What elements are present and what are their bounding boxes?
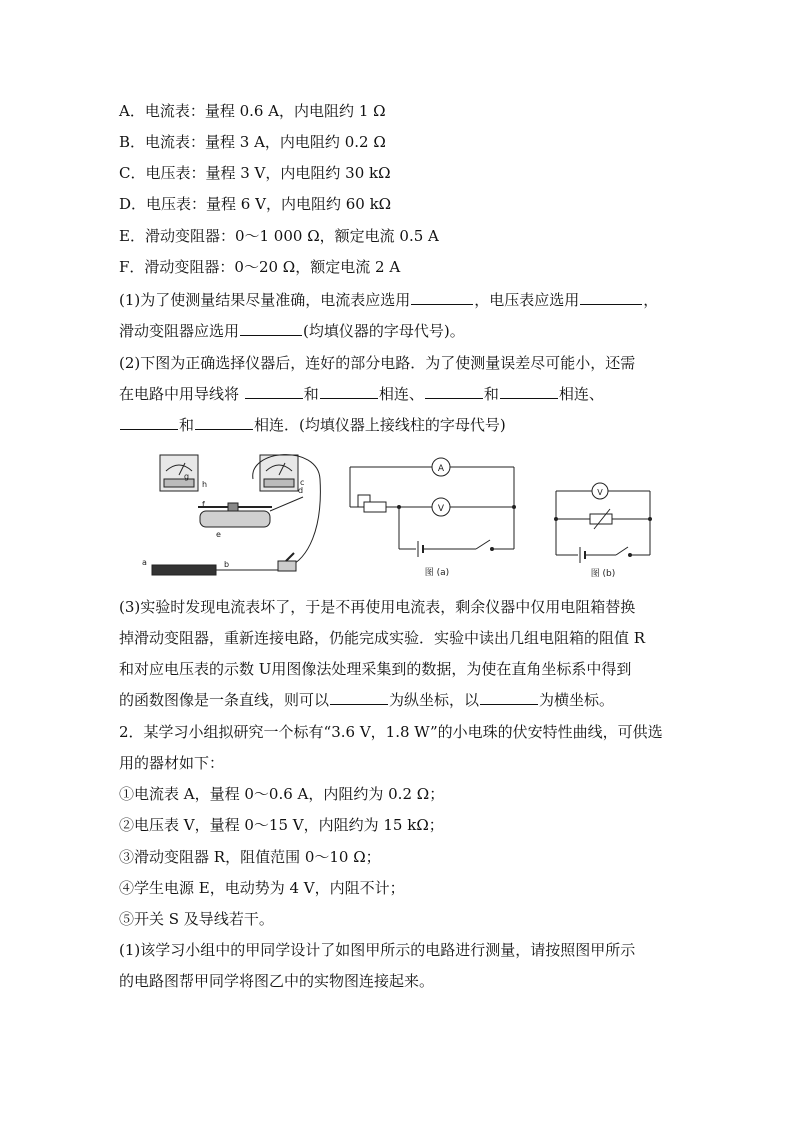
circuit-diagram-a <box>350 458 516 557</box>
terminal-label: g <box>184 472 190 481</box>
answer-blank[interactable] <box>195 415 253 430</box>
ammeter-symbol: A <box>437 464 445 474</box>
option-a: A．电流表：量程 0.6 A，内电阻约 1 Ω <box>119 102 386 120</box>
q1-part2-text: 相连．(均填仪器上接线柱的字母代号) <box>254 416 506 434</box>
q1-part2-text: 和 <box>483 385 499 403</box>
q2-item-2: ②电压表 V，量程 0～15 V，内阻约为 15 kΩ； <box>119 816 444 834</box>
q2-item-1: ①电流表 A，量程 0～0.6 A，内阻约为 0.2 Ω； <box>119 785 445 803</box>
q1-part1-text-e: (均填仪器的字母代号)。 <box>303 322 465 340</box>
q1-part1-line1 <box>119 290 679 310</box>
q1-part3-text: 为横坐标。 <box>539 691 615 709</box>
switch-icon <box>616 547 628 555</box>
circuit-figures-svg <box>138 449 678 584</box>
q1-part2-line3 <box>119 415 679 435</box>
q2-item-3: ③滑动变阻器 R，阻值范围 0～10 Ω； <box>119 848 381 866</box>
option-b: B．电流表：量程 3 A，内电阻约 0.2 Ω <box>119 133 386 151</box>
q1-part1-text-d: 滑动变阻器应选用 <box>119 322 240 340</box>
resistance-box-icon <box>590 514 612 524</box>
q1-part2-text: 和 <box>303 385 319 403</box>
q2-item-5: ⑤开关 S 及导线若干。 <box>119 910 274 928</box>
q1-part3-line2: 掉滑动变阻器，重新连接电路，仍能完成实验．实验中读出几组电阻箱的阻值 R <box>119 629 646 647</box>
switch-icon <box>278 561 296 571</box>
q1-part3-line4 <box>119 690 679 710</box>
voltmeter-symbol: V <box>597 488 603 497</box>
q2-part1-line2: 的电路图帮甲同学将图乙中的实物图连接起来。 <box>119 972 435 990</box>
terminal-label: d <box>298 486 304 495</box>
battery-icon <box>152 565 216 575</box>
terminal-label: h <box>202 480 208 489</box>
terminal-label: c <box>300 478 305 487</box>
rheostat-icon <box>364 502 386 512</box>
answer-blank[interactable] <box>245 384 303 399</box>
circuit-figures <box>138 449 678 584</box>
answer-blank[interactable] <box>120 415 178 430</box>
q1-part3-line1: (3)实验时发现电流表坏了，于是不再使用电流表，剩余仪器中仅用电阻箱替换 <box>119 598 636 616</box>
answer-blank[interactable] <box>580 290 642 305</box>
fig-a-caption: 图 (a) <box>424 568 450 578</box>
option-c: C．电压表：量程 3 V，内电阻约 30 kΩ <box>119 164 391 182</box>
q1-part2-text: 相连、 <box>378 385 424 403</box>
option-e: E．滑动变阻器：0～1 000 Ω，额定电流 0.5 A <box>119 227 439 245</box>
q2-part1-line1: (1)该学习小组中的甲同学设计了如图甲所示的电路进行测量，请按照图甲所示 <box>119 941 636 959</box>
answer-blank[interactable] <box>240 321 302 336</box>
answer-blank[interactable] <box>330 690 388 705</box>
terminal-label: b <box>224 560 230 569</box>
q1-part2-text: 在电路中用导线将 <box>119 385 240 403</box>
voltmeter-symbol: V <box>437 504 445 514</box>
answer-blank[interactable] <box>411 290 473 305</box>
answer-blank[interactable] <box>500 384 558 399</box>
answer-blank[interactable] <box>425 384 483 399</box>
option-d: D．电压表：量程 6 V，内电阻约 60 kΩ <box>119 195 392 213</box>
q1-part2-line1: (2)下图为正确选择仪器后，连好的部分电路．为了使测量误差尽可能小，还需 <box>119 354 636 372</box>
terminal-label: a <box>142 558 147 567</box>
q1-part3-text: 的函数图像是一条直线，则可以 <box>119 691 330 709</box>
q1-part1-text-a: (1)为了使测量结果尽量准确，电流表应选用 <box>119 291 411 309</box>
q1-part2-line2 <box>119 384 679 404</box>
q1-part1-line2 <box>119 321 679 341</box>
q2-item-4: ④学生电源 E，电动势为 4 V，内阻不计； <box>119 879 405 897</box>
q1-part2-text: 相连、 <box>558 385 604 403</box>
terminal-label: e <box>216 530 221 539</box>
fig-b-caption: 图 (b) <box>590 569 616 579</box>
rheostat-icon <box>200 511 270 527</box>
option-f: F．滑动变阻器：0～20 Ω，额定电流 2 A <box>119 258 401 276</box>
q1-part1-text-c: ， <box>643 291 659 309</box>
q2-intro-line2: 用的器材如下： <box>119 754 225 772</box>
answer-blank[interactable] <box>480 690 538 705</box>
circuit-diagram-b <box>555 483 652 563</box>
q1-part3-line3: 和对应电压表的示数 U用图像法处理采集到的数据，为使在直角坐标系中得到 <box>119 660 632 678</box>
q1-part1-text-b: ，电压表应选用 <box>474 291 580 309</box>
switch-icon <box>476 540 490 549</box>
q2-intro-line1: 2．某学习小组拟研究一个标有“3.6 V，1.8 W”的小电珠的伏安特性曲线，可供选 <box>119 723 663 741</box>
q1-part3-text: 为纵坐标，以 <box>389 691 480 709</box>
terminal-label: f <box>202 500 205 509</box>
apparatus-drawing <box>152 455 320 575</box>
q1-part2-text: 和 <box>179 416 195 434</box>
answer-blank[interactable] <box>320 384 378 399</box>
